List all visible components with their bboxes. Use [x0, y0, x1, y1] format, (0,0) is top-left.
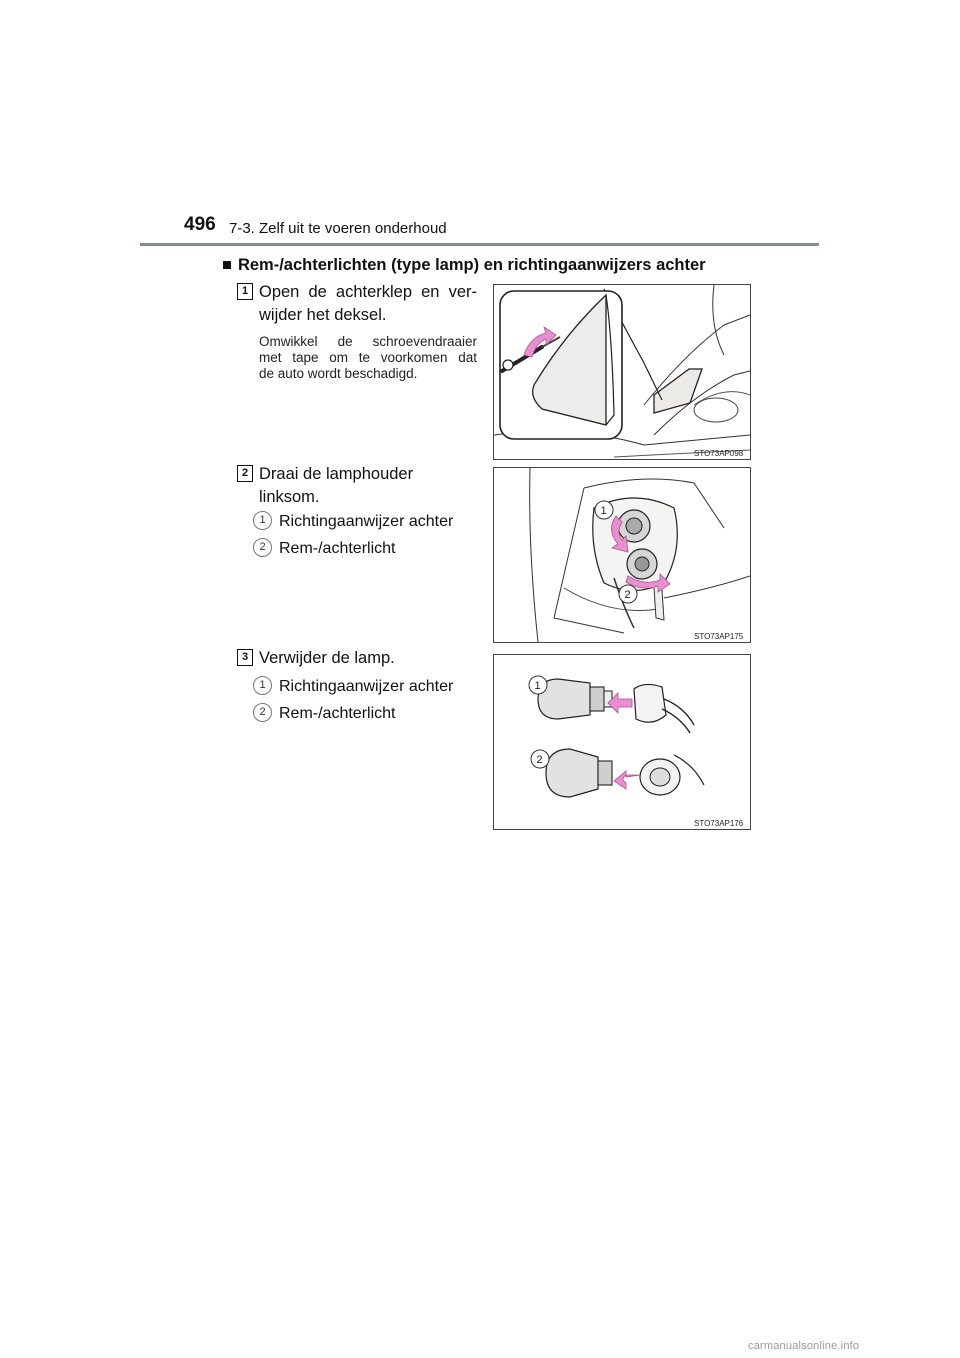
callout-1-step3: 1	[534, 680, 541, 692]
item-label-turn-signal-step3: Richtingaanwijzer achter	[279, 678, 454, 695]
figure-rotate-holder	[493, 467, 751, 643]
figure-open-cover-drawing	[494, 285, 750, 459]
item-label-turn-signal: Richtingaanwijzer achter	[279, 513, 454, 530]
figure-remove-bulb-drawing	[494, 655, 750, 829]
step-1-text-line-2: wijder het deksel.	[259, 306, 387, 324]
step-1-note-line-3: de auto wordt beschadigd.	[259, 366, 418, 381]
step-number-1: 1	[237, 283, 253, 300]
page-number: 496	[184, 214, 216, 235]
callout-2: 2	[624, 589, 631, 601]
section-title	[222, 256, 706, 275]
item-marker-2-step3: 2	[253, 703, 272, 722]
step-1-text-line-1: Open de achterklep en ver-	[259, 283, 477, 301]
callout-1: 1	[600, 505, 607, 517]
item-marker-1: 1	[253, 511, 272, 530]
step-1-note-line-2: met tape om te voorkomen dat	[259, 350, 477, 365]
watermark: carmanualsonline.info	[748, 1340, 860, 1352]
callout-2-step3: 2	[536, 754, 543, 766]
step-number-3: 3	[237, 649, 253, 666]
figure-rotate-holder-drawing	[494, 468, 750, 642]
square-bullet-icon: ■	[222, 256, 232, 274]
figure-open-cover	[493, 284, 751, 460]
step-number-2: 2	[237, 465, 253, 482]
item-label-brake-light: Rem-/achterlicht	[279, 540, 396, 557]
figure-code-1: STO73AP098	[694, 449, 744, 458]
figure-code-2: STO73AP175	[694, 632, 744, 641]
item-marker-1-step3: 1	[253, 676, 272, 695]
figure-code-3: STO73AP176	[694, 819, 744, 828]
step-3-text-line-1: Verwijder de lamp.	[259, 649, 395, 667]
step-1-note-line-1: Omwikkel de schroevendraaier	[259, 334, 477, 349]
chapter-heading: 7-3. Zelf uit te voeren onderhoud	[229, 220, 447, 237]
figure-remove-bulb	[493, 654, 751, 830]
step-2-text-line-2: linksom.	[259, 488, 320, 506]
section-title-text: Rem-/achterlichten (type lamp) en richtingaanwijzers achter	[237, 256, 706, 274]
step-2-text-line-1: Draai de lamphouder	[259, 465, 414, 483]
item-marker-2: 2	[253, 538, 272, 557]
arrow-pull-2	[614, 771, 640, 789]
item-label-brake-light-step3: Rem-/achterlicht	[279, 705, 396, 722]
header-divider	[140, 243, 819, 246]
